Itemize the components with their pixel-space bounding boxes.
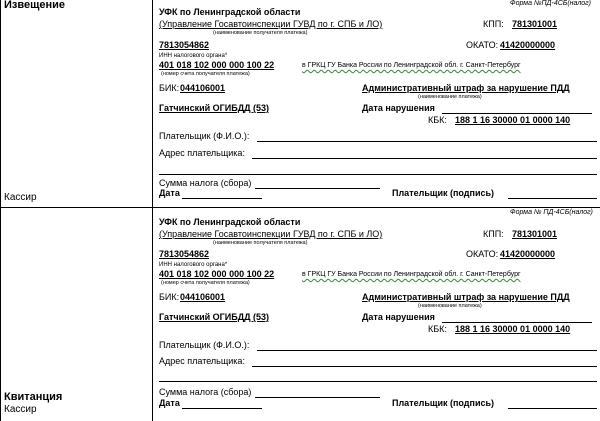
section-divider — [0, 207, 600, 208]
payer-sign-label: Плательщик (подпись) — [392, 188, 495, 198]
date-label: Дата — [159, 188, 180, 198]
division-name: Гатчинский ОГИБДД (53) — [159, 312, 270, 322]
receipt-label: Квитанция — [4, 391, 63, 403]
bank-name: в ГРКЦ ГУ Банка России по Ленинградской обл. г. Санкт-Петербург — [302, 271, 521, 278]
payer-address-label: Адрес плательщика: — [159, 148, 245, 158]
payer-label: Плательщик (Ф.И.О.): — [159, 340, 250, 350]
cashier-bottom-label: Кассир — [4, 404, 37, 415]
kpp-label: КПП: — [483, 19, 504, 29]
payee-name: УФК по Ленинградской области — [159, 7, 301, 17]
payer-label: Плательщик (Ф.И.О.): — [159, 131, 250, 141]
violation-date-line — [442, 113, 592, 114]
kpp-value: 781301001 — [512, 229, 558, 239]
form-number: Форма № ПД-4СБ(налог) — [510, 209, 593, 216]
date-line[interactable] — [182, 198, 262, 199]
bik-value: 044106001 — [180, 292, 226, 302]
kpp-label: КПП: — [483, 229, 504, 239]
account-number: 401 018 102 000 000 100 22 — [159, 269, 275, 279]
payee-caption: (наименование получателя платежа) — [213, 240, 308, 246]
tax-sum-label: Сумма налога (сбора) — [159, 178, 252, 188]
account-caption: (номер счета получателя платежа) — [161, 71, 250, 77]
payee-name: УФК по Ленинградской области — [159, 217, 301, 227]
division-name: Гатчинский ОГИБДД (53) — [159, 103, 270, 113]
payer-address-line[interactable] — [252, 158, 597, 159]
bank-name: в ГРКЦ ГУ Банка России по Ленинградской обл. г. Санкт-Петербург — [302, 62, 521, 69]
bik-label: БИК: — [159, 83, 180, 93]
inn-value: 7813054862 — [159, 40, 210, 50]
violation-date-label: Дата нарушения — [362, 103, 435, 113]
okato-value: 41420000000 — [500, 40, 556, 50]
payment-caption: (наименование платежа) — [418, 94, 482, 100]
payee-subtitle: (Управление Госавтоинспекции ГУВД по г. СПБ и ЛО) — [159, 19, 383, 29]
notice-label: Извещение — [4, 0, 66, 11]
cashier-top-label: Кассир — [4, 192, 37, 203]
date-label: Дата — [159, 398, 180, 408]
form-number: Форма №ПД-4СБ(налог) — [510, 0, 591, 7]
violation-date-line — [442, 322, 592, 323]
payer-address-line-2[interactable] — [159, 381, 597, 382]
payer-sign-line[interactable] — [508, 198, 597, 199]
okato-label: ОКАТО: — [466, 40, 499, 50]
violation-date-label: Дата нарушения — [362, 312, 435, 322]
kbk-label: КБК: — [428, 115, 447, 125]
payer-address-label: Адрес плательщика: — [159, 356, 245, 366]
account-number: 401 018 102 000 000 100 22 — [159, 60, 275, 70]
column-divider — [152, 0, 153, 421]
bik-value: 044106001 — [180, 83, 226, 93]
payer-address-line-2[interactable] — [159, 174, 597, 175]
account-caption: (номер счета получателя платежа) — [161, 280, 250, 286]
payer-address-line[interactable] — [252, 366, 597, 367]
tax-sum-line[interactable] — [255, 188, 380, 189]
kbk-value: 188 1 16 30000 01 0000 140 — [455, 115, 571, 125]
okato-label: ОКАТО: — [466, 249, 499, 259]
inn-caption: ИНН налогового органа* — [159, 262, 228, 268]
tax-sum-line[interactable] — [255, 397, 380, 398]
payer-sign-label: Плательщик (подпись) — [392, 398, 495, 408]
payer-line[interactable] — [257, 141, 597, 142]
inn-caption: ИНН налогового органа* — [159, 53, 228, 59]
left-border — [0, 0, 1, 421]
payee-caption: (наименование получателя платежа) — [213, 30, 308, 36]
payee-subtitle: (Управление Госавтоинспекции ГУВД по г. СПБ и ЛО) — [159, 229, 383, 239]
tax-sum-label: Сумма налога (сбора) — [159, 387, 252, 397]
kbk-label: КБК: — [428, 324, 447, 334]
bik-label: БИК: — [159, 292, 180, 302]
payment-name: Административный штраф за нарушение ПДД — [362, 83, 570, 93]
payer-sign-line[interactable] — [508, 408, 597, 409]
payer-line[interactable] — [257, 350, 597, 351]
date-line[interactable] — [182, 408, 262, 409]
kpp-value: 781301001 — [512, 19, 558, 29]
payment-caption: (наименование платежа) — [418, 303, 482, 309]
inn-value: 7813054862 — [159, 249, 210, 259]
payment-name: Административный штраф за нарушение ПДД — [362, 292, 570, 302]
kbk-value: 188 1 16 30000 01 0000 140 — [455, 324, 571, 334]
okato-value: 41420000000 — [500, 249, 556, 259]
